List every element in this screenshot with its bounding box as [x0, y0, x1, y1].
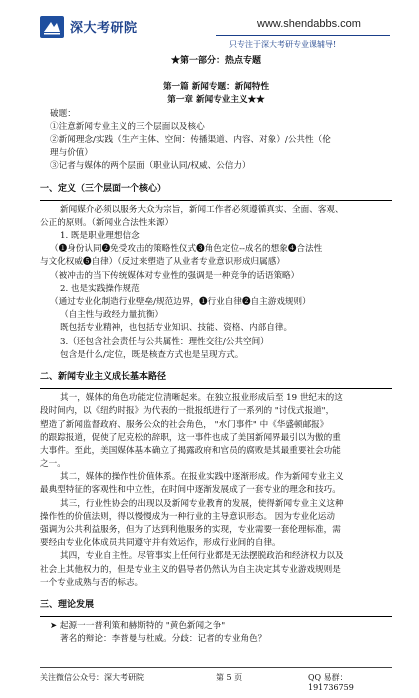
paragraph-line: 包含是什么/定位，既是核查方式也是呈现方式。	[60, 349, 244, 360]
paragraph-line: 塑造了新闻监督政府、服务公众的社会角色， "水门事件" 中《华盛顿邮报》	[40, 419, 329, 430]
paragraph-line: 其四，专业自主性。尽管事实上任何行业都是无法摆脱政治和经济权力以及	[60, 551, 344, 562]
paragraph-line: 要经由专业化体成员共同遵守并有效运作，形成行业间的自律。	[40, 538, 281, 549]
header-divider	[216, 35, 390, 36]
chapter-zhang-title: 第一章 新闻专业主义★★	[167, 95, 265, 106]
paragraph-line: 其二，媒体的操作性价值体系。在报业实践中逐渐形成。作为新闻专业主义	[60, 472, 344, 483]
poti-item: ③记者与媒体的两个层面（职业认同/权威、公信力）	[50, 161, 251, 172]
paragraph-line: 的跟踪报道，促使了尼克松的辞职，这一事件也成了美国新闻界最引以为傲的重	[40, 432, 341, 443]
page-number: 第 5 页	[216, 673, 243, 682]
paragraph-line: 既包括专业精神，也包括专业知识、技能、资格、内部自律。	[60, 323, 293, 334]
section-heading: 二、新闻专业主义成长基本路径	[40, 371, 392, 389]
paragraph-line: ➤ 起源一一普利策和赫斯特的 "黄色新闻之争"	[50, 621, 226, 632]
subsection-title: 3.（还包含社会责任与公共属性：理性交往/公共空间）	[60, 336, 269, 347]
page-header	[0, 0, 419, 52]
document-body	[40, 55, 392, 647]
paragraph-line: 一个专业成熟与否的标志。	[40, 577, 144, 588]
section-heading: 一、定义（三个层面一个核心）	[40, 183, 392, 201]
footer-qq: QQ 易群： 191736759	[308, 673, 354, 692]
logo-text: 深大考研院	[70, 21, 138, 36]
paragraph-line: （通过专业化制造行业壁垒/规范边界，❶行业自律❷自主游戏规则）	[50, 297, 311, 307]
header-slogan: 只专注于深大考研专业课辅导!	[229, 40, 337, 49]
part-title: ★第一部分：热点专题	[170, 56, 261, 66]
paragraph-line: 大事件。至此，美国媒体基本确立了揭露政府和官员的腐败是其最重要社会功能	[40, 445, 341, 456]
paragraph-line: 社会上其他权力的，但是专业主义的倡导者仍然认为自主决定其专业游戏规则是	[40, 564, 341, 575]
logo-icon	[40, 16, 64, 38]
paragraph-line: （❶身份认同❷免受攻击的策略性仪式❸角色定位--成名的想象❹合法性	[50, 244, 323, 255]
footer-divider	[40, 667, 392, 668]
paragraph-line: 其三，行业性协会的出现以及新闻专业教育的发展，使得新闻专业主义这种	[60, 498, 344, 509]
paragraph-line: 其一，媒体的角色功能定位清晰起来。在独立报业形成后至 19 世纪末的这	[60, 393, 343, 404]
paragraph-line: 之一。	[40, 459, 66, 470]
paragraph-line: 最典型特征的客观性和中立性，在时间中逐渐发展成了一套专业的理念和技巧。	[40, 485, 341, 496]
subsection-title: 1. 既是职业理想信念	[60, 231, 140, 242]
section-heading: 三、理论发展	[40, 599, 392, 617]
poti-item: 理与价值）	[50, 148, 93, 159]
paragraph-line: 公正的原则。（新闻业合法性来源）	[40, 217, 174, 228]
footer-wechat: 关注微信公众号：深大考研院	[40, 673, 144, 682]
paragraph-line: 段时间内，以《纽约时报》为代表的一批报纸进行了一系列的 "讨伐式报道"，	[40, 406, 335, 417]
subsection-title: 2. 也是实践操作规范	[60, 283, 140, 294]
paragraph-line: 新闻媒介必须以服务大众为宗旨，新闻工作者必须遵循真实、全面、客观、	[60, 204, 344, 215]
poti-heading: 破题：	[50, 108, 76, 119]
paragraph-line: 操作性的价值法则，得以慢慢成为一种行业的主导意识形态。 因为专业化运动	[40, 511, 335, 522]
paragraph-line: （自主性与政经力量抗衡）	[60, 310, 164, 321]
site-url[interactable]: www.shendabbs.com	[257, 18, 361, 30]
chapter-pian-title: 第一篇 新闻专题：新闻特性	[162, 82, 270, 93]
paragraph-line: 著名的辩论：李普曼与杜威。分歧：记者的专业角色？	[60, 634, 267, 645]
poti-item: ①注意新闻专业主义的三个层面以及核心	[50, 121, 205, 132]
paragraph-line: 与文化权威❺自律）（反过来塑造了从业者专业意识形成归属感）	[40, 257, 285, 268]
paragraph-line: （被冲击的当下传统媒体对专业性的强调是一种竞争的话语策略）	[50, 270, 300, 281]
poti-item: ②新闻理念/实践（生产主体、空间：传播渠道、内容、对象）/公共性（伦	[50, 134, 331, 145]
paragraph-line: 强调为公共利益服务，但为了达到利他服务的实现，专业需要一套伦理标准，需	[40, 525, 341, 535]
